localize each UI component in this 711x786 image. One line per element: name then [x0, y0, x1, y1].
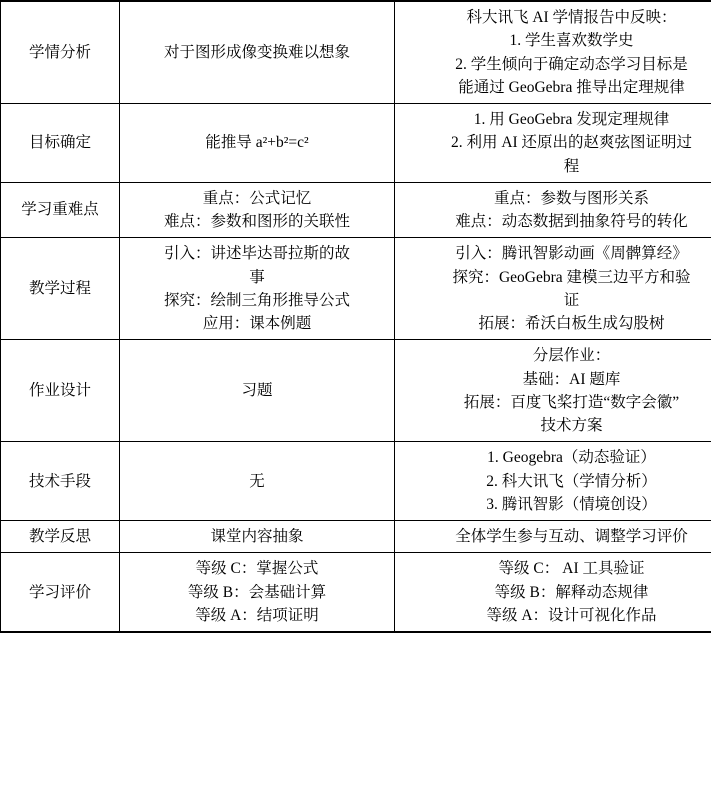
- cell-line: 事: [249, 268, 265, 286]
- cell-line: 1. Geogebra（动态验证）: [487, 449, 656, 467]
- cell-line: 无: [249, 472, 265, 490]
- table-body: [1, 1, 711, 632]
- row-label-cell: [1, 340, 120, 442]
- row-middle-cell: [120, 553, 395, 632]
- cell-line: 等级 B：会基础计算: [187, 583, 327, 601]
- table-row: [1, 1, 711, 104]
- table-row: [1, 340, 711, 442]
- cell-line: 引入：讲述毕达哥拉斯的故: [163, 245, 350, 263]
- cell-line: 课堂内容抽象: [210, 528, 304, 545]
- cell-line: 探究：GeoGebra 建模三边平方和验: [452, 268, 691, 286]
- table-row: [1, 238, 711, 340]
- row-label-text: 教学过程: [28, 280, 91, 298]
- cell-line: 对于图形成像变换难以想象: [163, 43, 350, 61]
- row-right-cell: [395, 553, 711, 632]
- cell-line: 重点：参数与图形关系: [493, 189, 649, 207]
- cell-line: 2. 学生倾向于确定动态学习目标是: [455, 55, 688, 73]
- cell-line: 拓展：百度飞桨打造“数字会徽”: [463, 393, 680, 411]
- row-label-text: 教学反思: [28, 528, 91, 545]
- table-row: [1, 521, 711, 553]
- cell-line: 重点：公式记忆: [202, 189, 312, 207]
- cell-line: 等级 C： AI 工具验证: [498, 560, 645, 578]
- cell-line: 等级 A：结项证明: [195, 606, 319, 624]
- cell-line: 1. 学生喜欢数学史: [509, 32, 634, 50]
- row-right-cell: [395, 340, 711, 442]
- table-row: [1, 182, 711, 238]
- cell-line: 应用：课本例题: [202, 315, 312, 332]
- cell-line: 难点：参数和图形的关联性: [163, 213, 350, 230]
- row-middle-cell: [120, 442, 395, 521]
- cell-line: 技术方案: [540, 417, 603, 434]
- row-label-text: 作业设计: [28, 382, 91, 400]
- row-label-cell: [1, 182, 120, 238]
- row-label-cell: [1, 553, 120, 632]
- cell-line: 探究：绘制三角形推导公式: [163, 291, 350, 309]
- row-middle-cell: [120, 182, 395, 238]
- row-right-cell: [395, 238, 711, 340]
- row-middle-cell: [120, 238, 395, 340]
- row-right-cell: [395, 442, 711, 521]
- cell-line: 全体学生参与互动、调整学习评价: [455, 528, 688, 545]
- table-row: [1, 553, 711, 632]
- cell-line: 难点：动态数据到抽象符号的转化: [455, 213, 688, 230]
- row-right-cell: [395, 104, 711, 183]
- row-label-cell: [1, 104, 120, 183]
- row-label-text: 学情分析: [28, 43, 91, 61]
- cell-line: 证: [563, 291, 580, 309]
- row-label-cell: [1, 442, 120, 521]
- table-row: [1, 442, 711, 521]
- cell-line: 2. 利用 AI 还原出的赵爽弦图证明过: [450, 134, 693, 152]
- cell-line: 能通过 GeoGebra 推导出定理规律: [458, 78, 685, 96]
- row-label-cell: [1, 238, 120, 340]
- cell-line: 1. 用 GeoGebra 发现定理规律: [473, 111, 670, 128]
- cell-line: 等级 B：解释动态规律: [494, 583, 649, 601]
- cell-line: 等级 C：掌握公式: [195, 560, 319, 578]
- row-label-text: 目标确定: [28, 134, 91, 152]
- row-label-cell: [1, 1, 120, 104]
- cell-line: 分层作业：: [532, 347, 611, 365]
- row-middle-cell: [120, 104, 395, 183]
- row-right-cell: [395, 182, 711, 238]
- table-row: [1, 104, 711, 183]
- row-right-cell: [395, 1, 711, 104]
- row-right-cell: [395, 521, 711, 553]
- row-label-text: 学习重难点: [21, 201, 99, 219]
- row-middle-cell: [120, 521, 395, 553]
- cell-line: 引入：腾讯智影动画《周髀算经》: [455, 245, 688, 263]
- cell-line: 3. 腾讯智影（情境创设）: [486, 495, 657, 513]
- row-label-cell: [1, 521, 120, 553]
- cell-line: 科大讯飞 AI 学情报告中反映：: [466, 9, 677, 26]
- cell-line: 习题: [241, 382, 273, 400]
- row-middle-cell: [120, 1, 395, 104]
- row-middle-cell: [120, 340, 395, 442]
- cell-line: 2. 科大讯飞（学情分析）: [486, 472, 657, 490]
- cell-line: 拓展：希沃白板生成勾股树: [478, 315, 665, 332]
- cell-line: 程: [563, 157, 580, 175]
- row-label-text: 学习评价: [28, 583, 91, 601]
- cell-line-formula: 能推导 a²+b²=c²: [205, 134, 309, 152]
- cell-line: 基础：AI 题库: [522, 370, 621, 388]
- cell-line: 等级 A：设计可视化作品: [486, 606, 657, 624]
- row-label-text: 技术手段: [28, 472, 91, 490]
